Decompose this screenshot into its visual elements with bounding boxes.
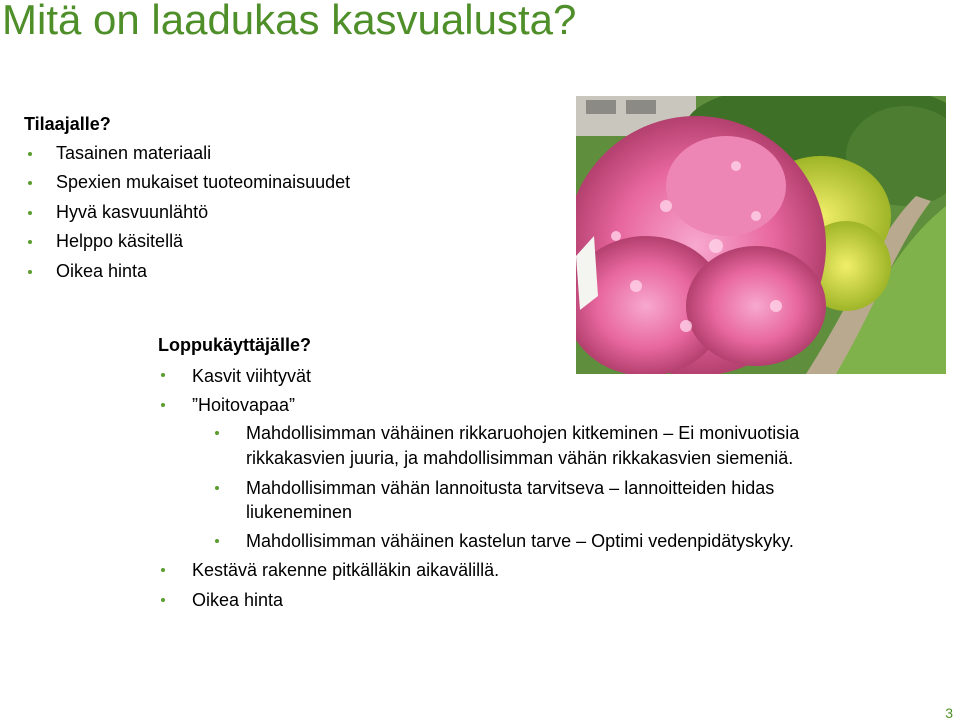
list-item: ”Hoitovapaa” [192,395,296,415]
azalea-garden-photo [576,96,946,374]
bullet-icon [161,403,165,407]
list-item: Helppo käsitellä [56,231,184,251]
list-item: Kasvit viihtyvät [192,366,312,386]
sub-list-item-line: Mahdollisimman vähäinen kastelun tarve – Optimi vedenpidätyskyky. [246,531,794,551]
page-number: 3 [945,705,953,721]
list-item: Hyvä kasvuunlähtö [56,202,209,222]
bullet-icon [28,181,32,185]
list-item: Oikea hinta [56,261,148,281]
list-item: Oikea hinta [192,590,284,610]
section-heading-loppukayttajalle: Loppukäyttäjälle? [158,335,312,355]
bullet-icon [161,568,165,572]
sub-bullet-icon [215,539,219,543]
bullet-icon [28,270,32,274]
sub-list-item-line: rikkakasvien juuria, ja mahdollisimman vähän rikkakasvien siemeniä. [246,448,794,468]
bullet-icon [28,211,32,215]
bullet-icon [28,152,32,156]
sub-list-item-line: Mahdollisimman vähän lannoitusta tarvitseva – lannoitteiden hidas [246,478,775,498]
section-heading-tilaajalle: Tilaajalle? [24,114,111,134]
bullet-icon [28,240,32,244]
slide-title: Mitä on laadukas kasvualusta? [2,0,577,43]
sub-list-item-line: liukeneminen [246,502,353,522]
list-item: Spexien mukaiset tuoteominaisuudet [56,172,351,192]
bullet-icon [161,373,165,377]
flower-bush-image [576,96,946,374]
list-item: Tasainen materiaali [56,143,212,163]
list-item: Kestävä rakenne pitkälläkin aikavälillä. [192,560,500,580]
sub-list-item-line: Mahdollisimman vähäinen rikkaruohojen kitkeminen – Ei monivuotisia [246,423,800,443]
bullet-icon [161,598,165,602]
sub-bullet-icon [215,431,219,435]
sub-bullet-icon [215,486,219,490]
